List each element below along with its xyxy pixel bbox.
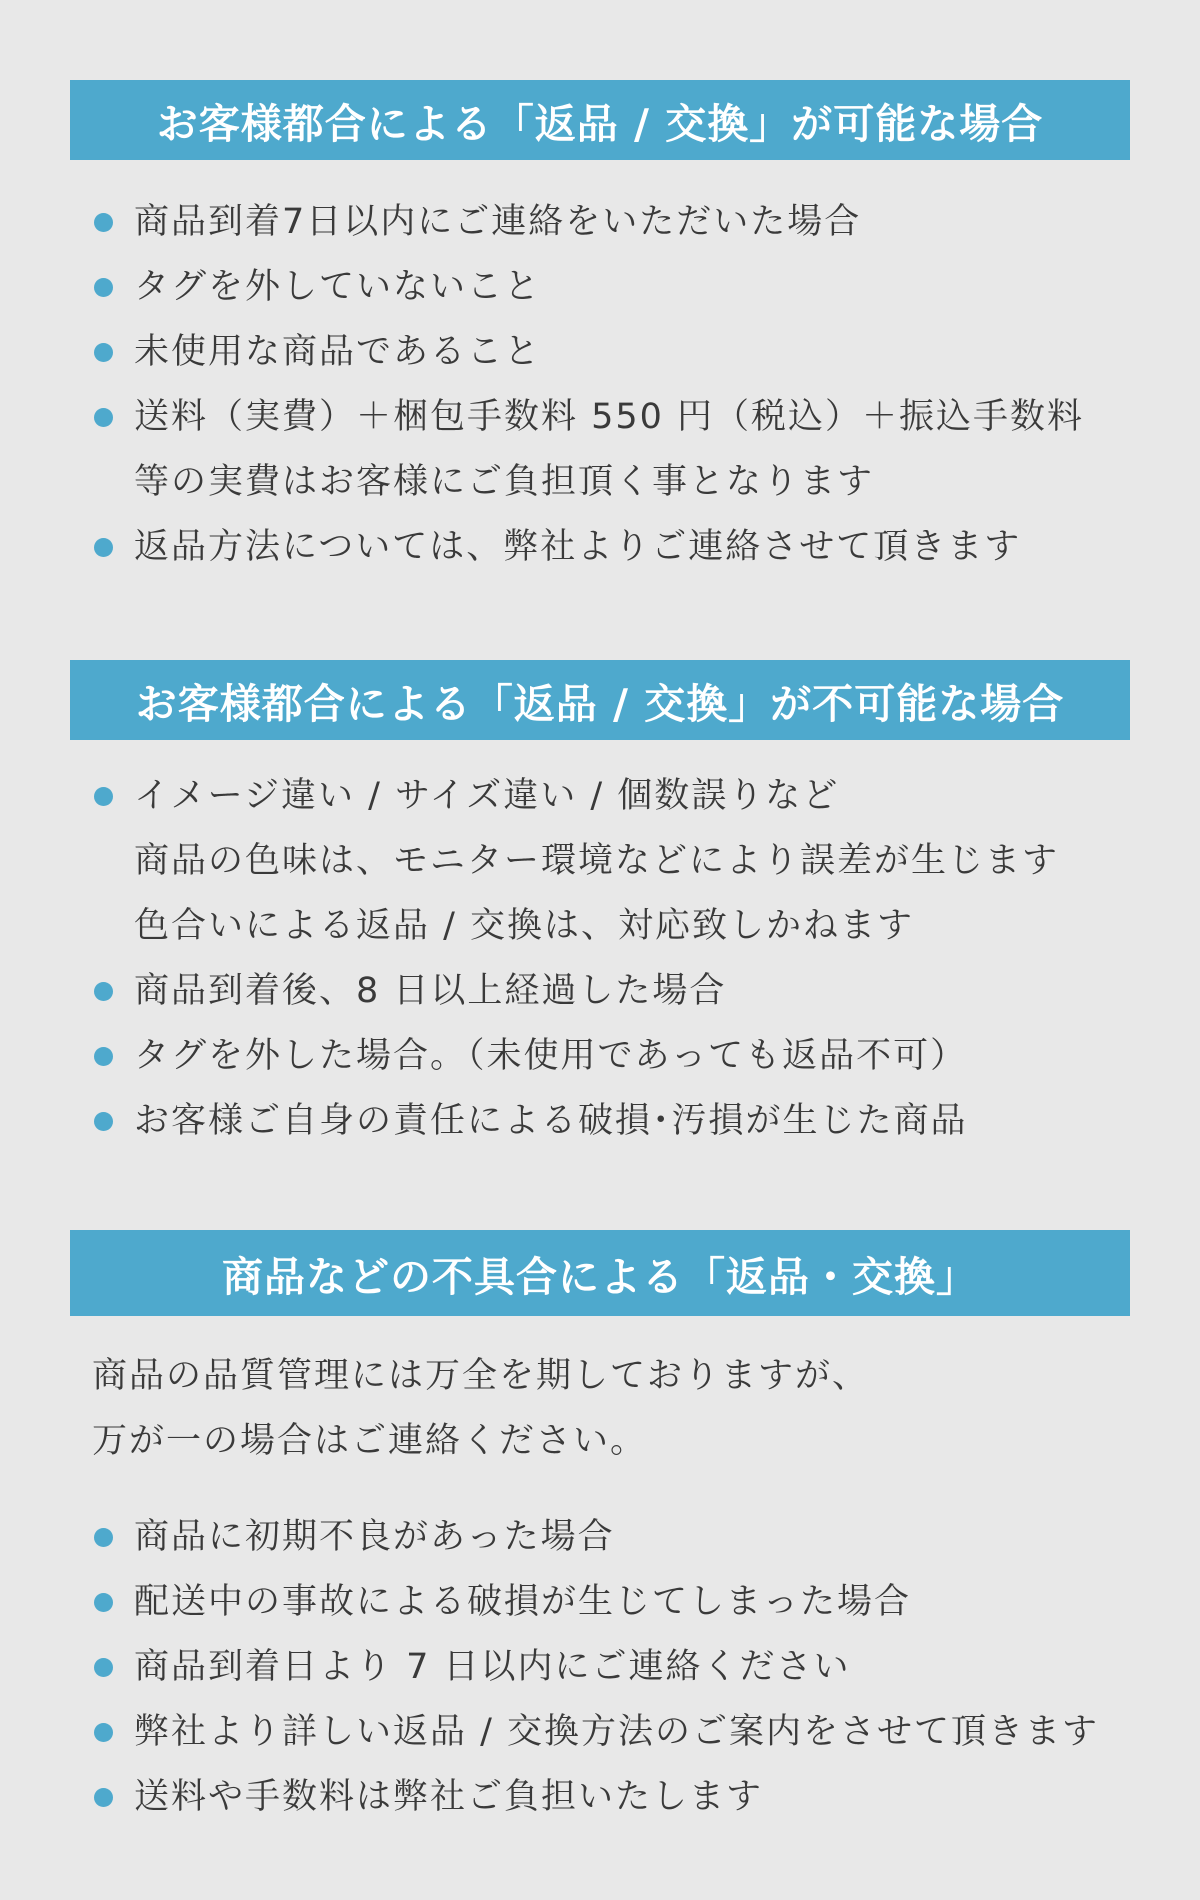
bullet-dot-icon [94,1658,113,1677]
bullet-dot-icon [94,1528,113,1547]
bullet-dot-icon [94,1047,113,1066]
section-title: 商品などの不具合による「返品・交換」 [222,1252,978,1301]
list-item: 商品到着後、8 日以上経過した場合 [92,959,1142,1024]
bullet-dot-icon [94,1112,113,1131]
section-title: お客様都合による「返品 / 交換」が不可能な場合 [135,679,1065,728]
section-header-returns-not-possible [70,660,1130,740]
bullet-dot-icon [94,213,113,232]
bullet-dot-icon [94,538,113,557]
list-item: 未使用な商品であること [92,320,1142,385]
section-header-returns-possible [70,80,1130,160]
list-item: 送料や手数料は弊社ご負担いたします [92,1765,1142,1830]
bullet-dot-icon [94,1723,113,1742]
list-item: 商品到着7日以内にご連絡をいただいた場合 [92,190,1142,255]
bullet-dot-icon [94,1788,113,1807]
bullet-dot-icon [94,343,113,362]
list-item: 返品方法については、弊社よりご連絡させて頂きます [92,515,1142,580]
returns-possible-list [92,190,1142,580]
bullet-dot-icon [94,408,113,427]
section-title: お客様都合による「返品 / 交換」が可能な場合 [156,99,1044,148]
list-item: 商品に初期不良があった場合 [92,1505,1142,1570]
list-item: タグを外した場合。（未使用であっても返品不可） [92,1024,1142,1089]
list-item: イメージ違い / サイズ違い / 個数誤りなど 商品の色味は、モニター環境などにより誤差が生じます 色合いによる返品 / 交換は、対応致しかねます [92,764,1142,959]
bullet-dot-icon [94,982,113,1001]
returns-not-possible-list [92,764,1142,1154]
list-item: 商品到着日より 7 日以内にご連絡ください [92,1635,1142,1700]
defect-intro-text: 商品の品質管理には万全を期しておりますが、 万が一の場合はご連絡ください。 [92,1356,870,1461]
list-item: 送料（実費）＋梱包手数料 550 円（税込）＋振込手数料 等の実費はお客様にご負担頂く事となります [92,385,1142,515]
bullet-dot-icon [94,1593,113,1612]
bullet-dot-icon [94,787,113,806]
list-item: タグを外していないこと [92,255,1142,320]
list-item: 弊社より詳しい返品 / 交換方法のご案内をさせて頂きます [92,1700,1142,1765]
list-item: 配送中の事故による破損が生じてしまった場合 [92,1570,1142,1635]
list-item: お客様ご自身の責任による破損･汚損が生じた商品 [92,1089,1142,1154]
defective-returns-list [92,1505,1142,1830]
section-header-defective-returns [70,1230,1130,1316]
bullet-dot-icon [94,278,113,297]
